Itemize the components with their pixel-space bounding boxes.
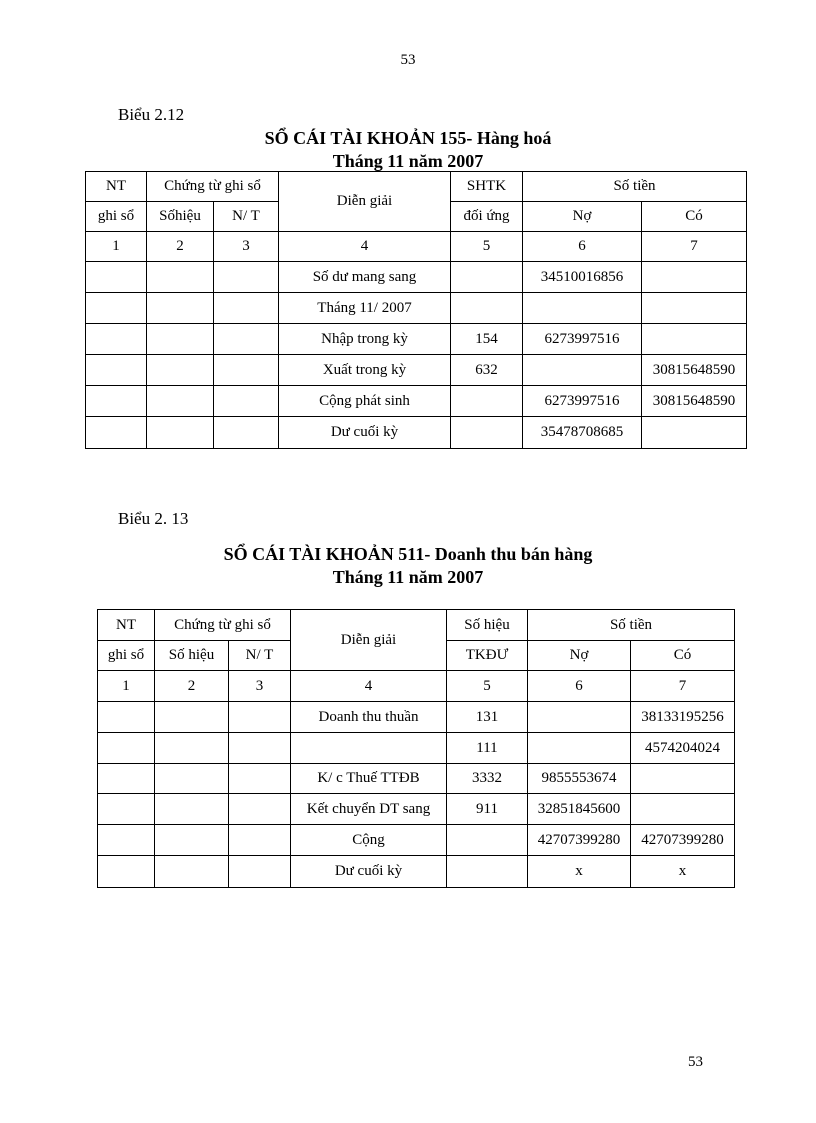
header-chungtu: Chứng từ ghi sổ: [147, 172, 279, 202]
col-number: 3: [229, 671, 291, 702]
header-diengiai: Diễn giải: [291, 610, 447, 671]
cell-ntghiso: [98, 733, 155, 764]
cell-no: 9855553674: [528, 764, 631, 794]
header-diengiai: Diễn giải: [279, 172, 451, 232]
ledger1-subtitle: Tháng 11 năm 2007: [332, 151, 484, 171]
cell-ntghiso: [86, 355, 147, 386]
cell-no: [528, 702, 631, 733]
cell-diengiai: Nhập trong kỳ: [279, 324, 451, 355]
header-ghiso: ghi sổ: [98, 641, 155, 671]
column-number-row: [98, 671, 735, 702]
cell-ntghiso: [86, 324, 147, 355]
cell-co: [631, 764, 735, 794]
col-number: 5: [447, 671, 528, 702]
cell-ntghiso: [98, 825, 155, 856]
cell-co: 38133195256: [631, 702, 735, 733]
cell-sohieu: [147, 417, 214, 449]
cell-doiung: [447, 825, 528, 856]
cell-nt: [229, 794, 291, 825]
col-number: 7: [631, 671, 735, 702]
table-row: [98, 702, 735, 733]
cell-sohieu: [147, 293, 214, 324]
cell-diengiai: Dư cuối kỳ: [279, 417, 451, 449]
cell-no: 42707399280: [528, 825, 631, 856]
cell-sohieu: [155, 856, 229, 888]
table-row: [86, 355, 747, 386]
header-sotien: Số tiền: [528, 610, 735, 641]
cell-diengiai: [291, 733, 447, 764]
cell-co: [642, 417, 747, 449]
cell-diengiai: Dư cuối kỳ: [291, 856, 447, 888]
cell-sohieu: [147, 355, 214, 386]
cell-ntghiso: [86, 386, 147, 417]
col-number: 2: [155, 671, 229, 702]
header-co: Có: [631, 641, 735, 671]
header-nt: NT: [86, 172, 147, 202]
column-number-row: [86, 232, 747, 262]
cell-nt: [214, 355, 279, 386]
page-number-bottom: 53: [688, 1054, 703, 1070]
table-row: [98, 733, 735, 764]
cell-doiung: [447, 856, 528, 888]
header-nt-date: N/ T: [229, 641, 291, 671]
cell-doiung: 911: [447, 794, 528, 825]
cell-co: [631, 794, 735, 825]
header-doiung: đối ứng: [451, 202, 523, 232]
table-row: [98, 825, 735, 856]
cell-doiung: [451, 262, 523, 293]
header-nt-date: N/ T: [214, 202, 279, 232]
header-ghiso: ghi sổ: [86, 202, 147, 232]
cell-sohieu: [147, 386, 214, 417]
cell-no: [523, 293, 642, 324]
ledger1-table: [85, 171, 747, 449]
col-number: 7: [642, 232, 747, 262]
header-sohieu: Sốhiệu: [147, 202, 214, 232]
ledger2-label: Biểu 2. 13: [118, 509, 189, 528]
table-row: [86, 324, 747, 355]
header-shtk: SHTK: [451, 172, 523, 202]
cell-nt: [214, 417, 279, 449]
cell-no: [528, 733, 631, 764]
header-sotien: Số tiền: [523, 172, 747, 202]
cell-diengiai: Cộng: [291, 825, 447, 856]
cell-co: 42707399280: [631, 825, 735, 856]
cell-nt: [214, 293, 279, 324]
col-number: 6: [528, 671, 631, 702]
cell-diengiai: Kết chuyển DT sang: [291, 794, 447, 825]
header-no: Nợ: [528, 641, 631, 671]
cell-co: 30815648590: [642, 386, 747, 417]
col-number: 6: [523, 232, 642, 262]
cell-doiung: [451, 386, 523, 417]
cell-co: [642, 293, 747, 324]
header-doiung: TKĐƯ: [447, 641, 528, 671]
cell-ntghiso: [86, 293, 147, 324]
ledger2-subtitle: Tháng 11 năm 2007: [332, 567, 484, 587]
cell-sohieu: [155, 764, 229, 794]
cell-sohieu: [155, 794, 229, 825]
table-row: [86, 417, 747, 449]
cell-co: 30815648590: [642, 355, 747, 386]
ledger2-table: [97, 609, 735, 888]
cell-doiung: [451, 417, 523, 449]
cell-diengiai: Doanh thu thuần: [291, 702, 447, 733]
cell-doiung: 154: [451, 324, 523, 355]
cell-ntghiso: [98, 794, 155, 825]
col-number: 4: [279, 232, 451, 262]
cell-ntghiso: [98, 702, 155, 733]
header-co: Có: [642, 202, 747, 232]
table-row: [98, 794, 735, 825]
cell-diengiai: Xuất trong kỳ: [279, 355, 451, 386]
cell-co: x: [631, 856, 735, 888]
cell-no: 6273997516: [523, 386, 642, 417]
ledger1-title: SỔ CÁI TÀI KHOẢN 155- Hàng hoá: [264, 128, 552, 148]
cell-no: 32851845600: [528, 794, 631, 825]
page-number-top: 53: [400, 52, 416, 68]
col-number: 4: [291, 671, 447, 702]
header-nt: NT: [98, 610, 155, 641]
col-number: 5: [451, 232, 523, 262]
cell-co: [642, 262, 747, 293]
cell-doiung: 111: [447, 733, 528, 764]
cell-diengiai: Tháng 11/ 2007: [279, 293, 451, 324]
cell-diengiai: Cộng phát sinh: [279, 386, 451, 417]
col-number: 1: [98, 671, 155, 702]
cell-co: 4574204024: [631, 733, 735, 764]
cell-doiung: [451, 293, 523, 324]
col-number: 2: [147, 232, 214, 262]
table-row: [86, 262, 747, 293]
cell-nt: [229, 702, 291, 733]
table-row: [98, 764, 735, 794]
header-sohieu: Số hiệu: [155, 641, 229, 671]
cell-doiung: 632: [451, 355, 523, 386]
cell-nt: [229, 856, 291, 888]
col-number: 3: [214, 232, 279, 262]
table-row: [86, 386, 747, 417]
header-shtk: Số hiệu: [447, 610, 528, 641]
cell-sohieu: [147, 324, 214, 355]
cell-diengiai: Số dư mang sang: [279, 262, 451, 293]
cell-no: 6273997516: [523, 324, 642, 355]
cell-ntghiso: [86, 262, 147, 293]
cell-ntghiso: [98, 856, 155, 888]
cell-no: 34510016856: [523, 262, 642, 293]
cell-doiung: 3332: [447, 764, 528, 794]
cell-no: 35478708685: [523, 417, 642, 449]
cell-nt: [229, 825, 291, 856]
cell-co: [642, 324, 747, 355]
ledger1-label: Biểu 2.12: [118, 105, 185, 124]
header-no: Nợ: [523, 202, 642, 232]
ledger2-title: SỔ CÁI TÀI KHOẢN 511- Doanh thu bán hàng: [223, 544, 593, 564]
cell-diengiai: K/ c Thuế TTĐB: [291, 764, 447, 794]
cell-sohieu: [155, 702, 229, 733]
cell-nt: [214, 262, 279, 293]
cell-ntghiso: [86, 417, 147, 449]
table-row: [98, 856, 735, 888]
cell-sohieu: [155, 733, 229, 764]
cell-sohieu: [147, 262, 214, 293]
cell-ntghiso: [98, 764, 155, 794]
header-chungtu: Chứng từ ghi sổ: [155, 610, 291, 641]
col-number: 1: [86, 232, 147, 262]
cell-nt: [214, 386, 279, 417]
table-row: [86, 293, 747, 324]
cell-nt: [229, 764, 291, 794]
cell-no: [523, 355, 642, 386]
cell-sohieu: [155, 825, 229, 856]
cell-nt: [214, 324, 279, 355]
cell-nt: [229, 733, 291, 764]
cell-doiung: 131: [447, 702, 528, 733]
cell-no: x: [528, 856, 631, 888]
